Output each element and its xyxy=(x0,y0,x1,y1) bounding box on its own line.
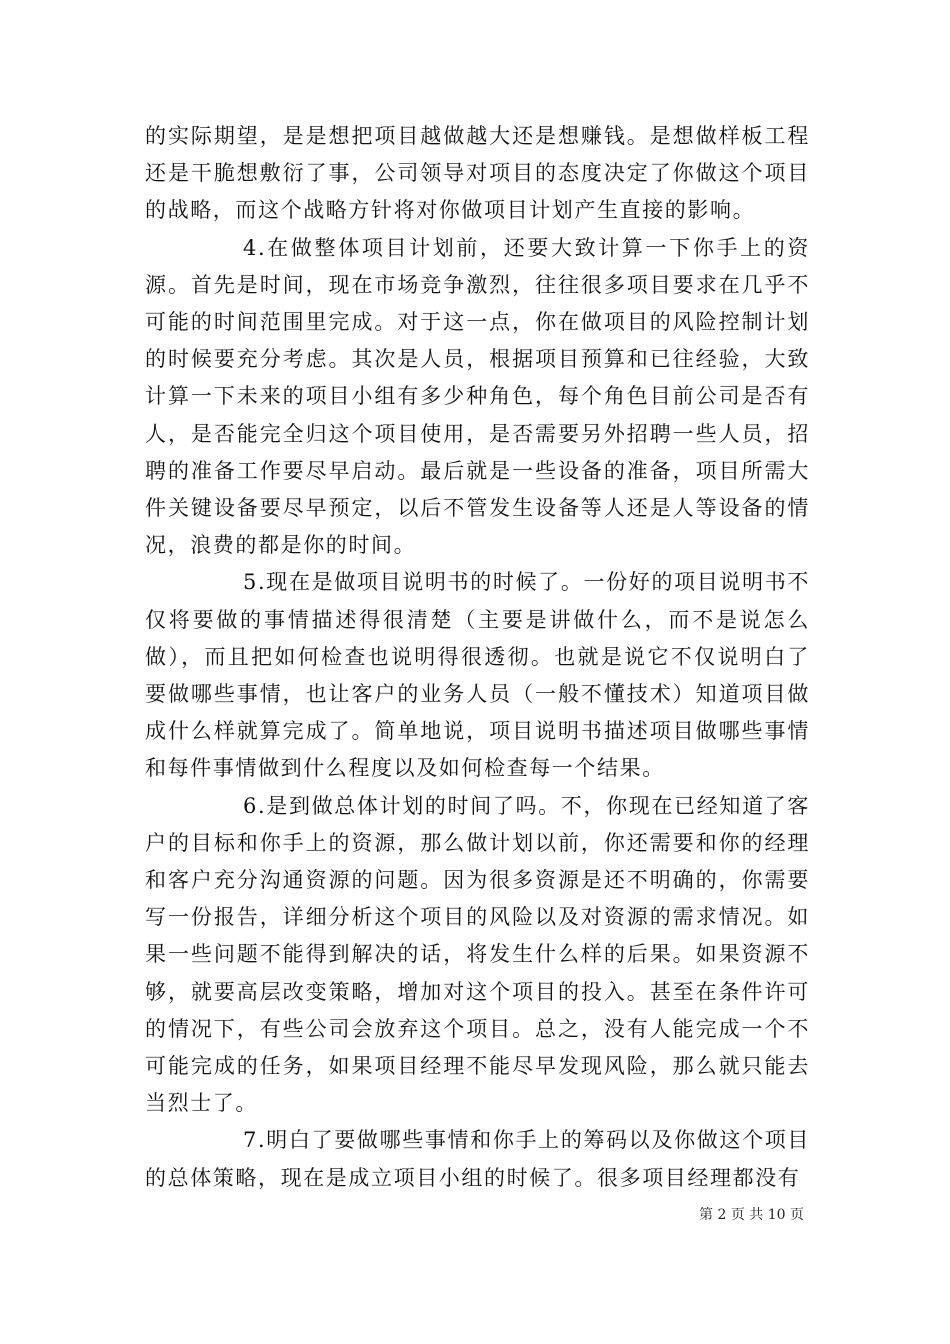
paragraph-continuation: 的实际期望，是是想把项目越做越大还是想赚钱。是想做样板工程还是干脆想敷衍了事，公司领导对项目的态度决定了你做这个项目的战略，而这个战略方针将对你做项目计划产生直接的影响。 xyxy=(145,124,810,223)
paragraph-item-5: 5.现在是做项目说明书的时候了。一份好的项目说明书不仅将要做的事情描述得很清楚（主要是讲做什么，而不是说怎么做），而且把如何检查也说明得很透彻。也就是说它不仅说明白了要做哪些事情，也让客户的业务人员（一般不懂技术）知道项目做成什么样就算完成了。简单地说，项目说明书描述项目做哪些事情和每件事情做到什么程度以及如何检查每一个结果。 xyxy=(145,570,810,781)
paragraph-item-6: 6.是到做总体计划的时间了吗。不，你现在已经知道了客户的目标和你手上的资源，那么做计划以前，你还需要和你的经理和客户充分沟通资源的问题。因为很多资源是还不明确的，你需要写一份报告，详细分析这个项目的风险以及对资源的需求情况。如果一些问题不能得到解决的话，将发生什么样的后果。如果资源不够，就要高层改变策略，增加对这个项目的投入。甚至在条件许可的情况下，有些公司会放弃这个项目。总之，没有人能完成一个不可能完成的任务，如果项目经理不能尽早发现风险，那么就只能去当烈士了。 xyxy=(145,793,810,1116)
page-number-footer: 第 2 页 共 10 页 xyxy=(699,1207,804,1223)
paragraph-item-7: 7.明白了要做哪些事情和你手上的筹码以及你做这个项目的总体策略，现在是成立项目小组的时候了。很多项目经理都没有 xyxy=(145,1128,810,1190)
document-body xyxy=(145,118,810,1197)
paragraph-item-4: 4.在做整体项目计划前，还要大致计算一下你手上的资源。首先是时间，现在市场竞争激烈，往往很多项目要求在几乎不可能的时间范围里完成。对于这一点，你在做项目的风险控制计划的时候要充分考虑。其次是人员，根据项目预算和已往经验，大致计算一下未来的项目小组有多少种角色，每个角色目前公司是否有人，是否能完全归这个项目使用，是否需要另外招聘一些人员，招聘的准备工作要尽早启动。最后就是一些设备的准备，项目所需大件关键设备要尽早预定，以后不管发生设备等人还是人等设备的情况，浪费的都是你的时间。 xyxy=(145,235,810,558)
